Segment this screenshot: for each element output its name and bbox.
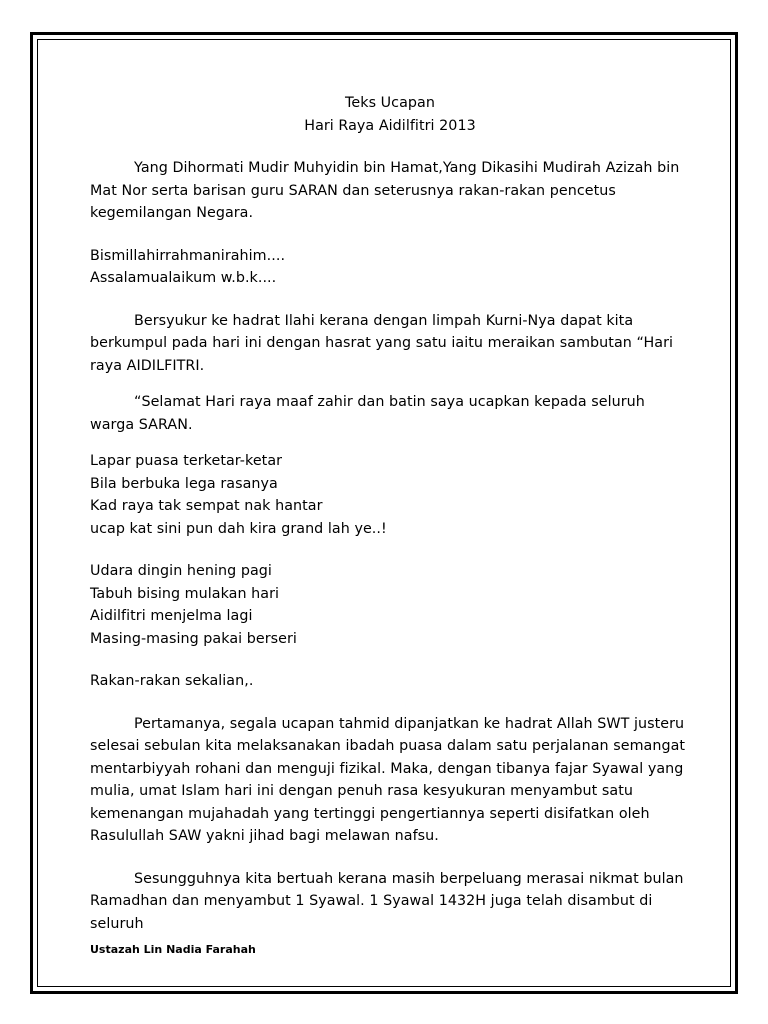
paragraph-3: Pertamanya, segala ucapan tahmid dipanjatkan ke hadrat Allah SWT justeru selesai sebulan kita melaksanakan ibadah puasa dalam satu perjalanan semangat mentarbiyyah rohani dan menguji fizikal. Maka, dengan tibanya fajar Syawal yang mulia, umat Islam hari ini dengan penuh rasa kesyukuran menyambut satu kemenangan mujahadah yang tertinggi pengertiannya seperti disifatkan oleh Rasulullah SAW yakni jihad bagi melawan nafsu. <box>90 715 686 844</box>
poem-line: Lapar puasa terketar-ketar <box>90 453 283 469</box>
opening-block <box>90 245 690 290</box>
footer-author: Ustazah Lin Nadia Farahah <box>90 943 256 956</box>
poem-line: Kad raya tak sempat nak hantar <box>90 498 323 514</box>
greeting-line: Rakan-rakan sekalian,. <box>90 673 254 689</box>
paragraph-2: “Selamat Hari raya maaf zahir dan batin saya ucapkan kepada seluruh warga SARAN. <box>90 394 645 433</box>
poem-line: Tabuh bising mulakan hari <box>90 585 280 602</box>
opening-line-2: Assalamualaikum w.b.k.... <box>90 270 277 286</box>
poem-line: Udara dingin hening pagi <box>90 563 272 579</box>
document-title <box>90 92 690 137</box>
poem-line: ucap kat sini pun dah kira grand lah ye..! <box>90 520 387 537</box>
title-line-2: Hari Raya Aidilfitri 2013 <box>304 117 476 134</box>
poem-line: Bila berbuka lega rasanya <box>90 475 278 492</box>
poem-stanza-1 <box>90 450 690 540</box>
poem-stanza-2 <box>90 560 690 650</box>
poem-line: Aidilfitri menjelma lagi <box>90 608 253 624</box>
poem-line: Masing-masing pakai berseri <box>90 630 297 647</box>
opening-line-1: Bismillahirrahmanirahim.... <box>90 247 286 264</box>
document-body <box>90 92 690 935</box>
paragraph-1: Bersyukur ke hadrat Ilahi kerana dengan limpah Kurni-Nya dapat kita berkumpul pada hari ini dengan hasrat yang satu iaitu meraikan sambutan “Hari raya AIDILFITRI. <box>90 312 674 374</box>
salutation-paragraph: Yang Dihormati Mudir Muhyidin bin Hamat,Yang Dikasihi Mudirah Azizah bin Mat Nor serta barisan guru SARAN dan seterusnya rakan-rakan pencetus kegemilangan Negara. <box>90 160 680 221</box>
paragraph-4: Sesungguhnya kita bertuah kerana masih berpeluang merasai nikmat bulan Ramadhan dan menyambut 1 Syawal. 1 Syawal 1432H juga telah disambut di seluruh <box>90 870 684 932</box>
title-line-1: Teks Ucapan <box>345 95 435 111</box>
